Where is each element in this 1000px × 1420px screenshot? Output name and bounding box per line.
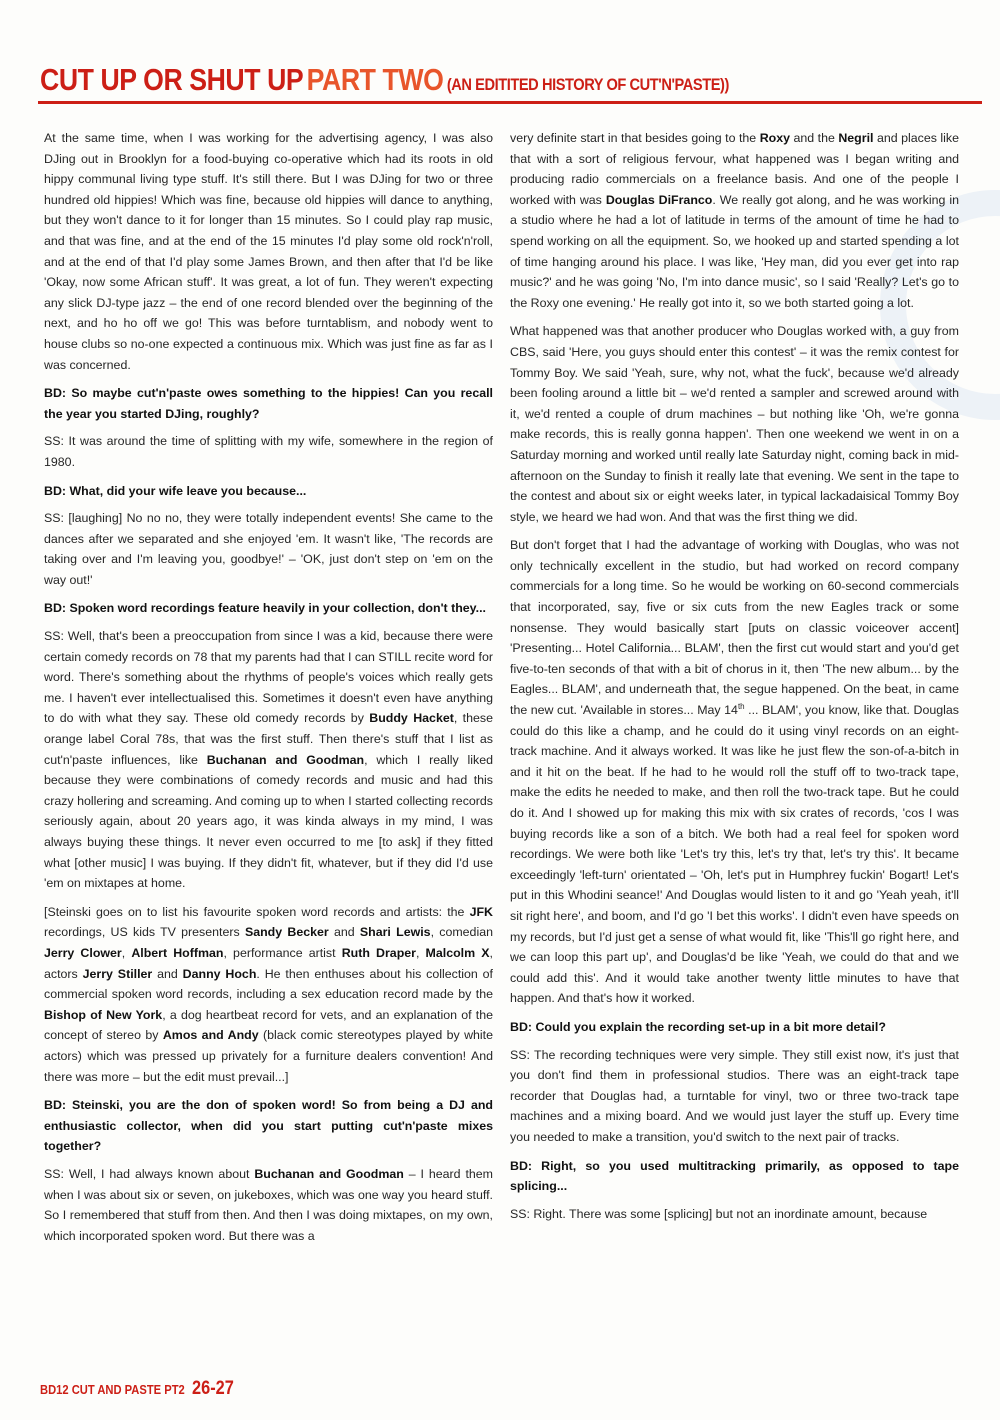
- article-header: [40, 62, 848, 98]
- paragraph: What happened was that another producer who Douglas worked with, a guy from CBS, said 'Here, you guys should enter this contest' – it was the remix contest for Tommy Boy. We said 'Yeah, sure, why not, what the fuck', because we'd already been fooling around a little bit – we'd rented a sampler and screwed around with it, we'd rented a couple of drum machines – but nothing like 'Oh, we're gonna make records, this is really gonna happen'. Then one weekend we went in on a Saturday morning and worked until really late Saturday night, coming back in mid-afternoon on the Sunday to finish it really late that evening. We sent in the tape to the contest and about six or eight weeks later, in typical lackadaisical Tommy Boy style, we heard we had won. And that was the first thing we did.: [510, 324, 959, 524]
- artist-name: Jerry Clower: [44, 945, 122, 960]
- interview-question: BD: So maybe cut'n'paste owes something to the hippies! Can you recall the year you started DJing, roughly?: [44, 386, 493, 421]
- artist-name: JFK: [469, 904, 493, 919]
- artist-name: Bishop of New York: [44, 1007, 163, 1022]
- issue-label: BD12 CUT AND PASTE PT2: [40, 1382, 185, 1397]
- article-title-part: PART TWO: [306, 62, 444, 97]
- artist-name: Buddy Hacket: [369, 711, 454, 726]
- interview-question: BD: Could you explain the recording set-up in a bit more detail?: [510, 1019, 886, 1034]
- interview-question: BD: What, did your wife leave you because...: [44, 483, 307, 498]
- interview-answer: SS: [laughing] No no no, they were totally independent events! She came to the dances after we separated and she enjoyed 'em. It wasn't like, 'The records are taking over and I'm leaving you, goodbye!' – 'OK, just don't step on 'em on the way out!': [44, 511, 493, 587]
- paragraph: But don't forget that I had the advantage of working with Douglas, who was not only technically excellent in the studio, but had worked on record company commercials for a long time. So he would be working on 60-second commercials that incorporated, say, five or six cuts from the new Eagles track or some nonsense. They would basically start [puts on classic voiceover accent] 'Presenting... Hotel California... BLAM', then the first cut would start and you'd get five-to-ten seconds of that with a bit of chorus in it, then 'The new album... by the Eagles... BLAM', and underneath that, the segue happened. On the beat, in came the new cut. 'Available in stores... May 14th ... BLAM', you know, like that. Douglas could do this like a champ, and he could do it using vinyl records on an eight-track machine. And it always worked. It was like he just flew the son-of-a-bitch in and it hit on the beat. If he had to he would roll the stuff off to two-track tape, make the edits he needed to make, and then roll the two-track tape. But he could do it. And I showed up for making this mix with six crates of records, 'cos I was buying records like a son of a bitch. We both had a real feel for spoken word recordings. We were both like 'Let's try this, let's try that, let's try this'. It became exceedingly 'left-turn' orientated – 'Oh, let's put in Humphrey fuckin' Bogart! Let's put in this Whodini seance!' And Douglas would listen to it and go 'Yeah yeah, it'll sit right here', and boom, and I'd go 'I bet this works'. I didn't even have speeds on my records, but I'd just get a sense of what would fit, like 'This'll go right here, and we can loop this part up', and Douglas'd be like 'Yeah, we could do that and we could add this'. And it would take another twenty little minutes to have that happen. And that's how it worked.: [510, 538, 959, 1006]
- interview-answer: SS: The recording techniques were very simple. They still exist now, it's just that you don't find them in professional studios. There was an eight-track tape recorder that Douglas had, a turntable for vinyl, two or three two-track tape machines and a mixing board. And we would just layer the stuff up. Every time you needed to make a transition, you'd switch to the next pair of tracks.: [510, 1047, 959, 1144]
- artist-name: Amos and Andy: [162, 1028, 259, 1043]
- page-footer: [40, 1378, 234, 1400]
- article-title: CUT UP OR SHUT UP: [40, 62, 304, 97]
- page-numbers: 26-27: [192, 1378, 234, 1399]
- artist-name: Albert Hoffman: [131, 945, 224, 960]
- venue-name: Negril: [838, 131, 874, 145]
- interview-question: BD: Right, so you used multitracking primarily, as opposed to tape splicing...: [510, 1158, 959, 1194]
- editorial-note: [Steinski goes on to list his favourite spoken word records and artists: the JFK recordings, US kids TV presenters Sandy Becker and Shari Lewis, comedian Jerry Clower, Albert Hoffman, performance artist Ruth Draper, Malcolm X, actors Jerry Stiller and Danny Hoch. He then enthuses about his collection of commercial spoken word records, including a sex education record made by the Bishop of New York, a dog heartbeat record for vets, and an explanation of the concept of stereo by Amos and Andy (black comic stereotypes played by white actors) which was pressed up privately for a furniture dealers convention! And there was more – but the edit must prevail...]: [44, 904, 494, 1084]
- interview-question: BD: Steinski, you are the don of spoken word! So from being a DJ and enthusiastic collector, when did you start putting cut'n'paste mixes together?: [44, 1098, 493, 1154]
- interview-answer: SS: Right. There was some [splicing] but not an inordinate amount, because: [510, 1206, 928, 1221]
- artist-name: Shari Lewis: [359, 925, 431, 940]
- person-name: Douglas DiFranco: [605, 192, 713, 207]
- artist-name: Jerry Stiller: [82, 966, 153, 981]
- artist-name: Malcolm X: [425, 945, 490, 960]
- artist-name: Danny Hoch: [182, 966, 257, 981]
- interview-question: BD: Spoken word recordings feature heavily in your collection, don't they...: [44, 601, 486, 616]
- paragraph: very definite start in that besides going to the Roxy and the Negril and places like that with a sort of religious fervour, what happened was I began writing and producing radio commercials on a freelance basis. And one of the people I worked with was Douglas DiFranco. We really got along, and he was working in a studio where he had a lot of latitude in terms of the amount of time he had to spend working on all the equipment. So, we hooked up and started spending a lot of time hanging around his place. I was like, 'Hey man, did you ever get into rap music?' and he was going 'No, I'm into dance music', so I said 'Really? Let's go to the Roxy one evening.' He really got into it, so we both started going a lot.: [510, 131, 959, 310]
- article-subtitle: (AN EDITITED HISTORY OF CUT'N'PASTE)): [446, 75, 729, 94]
- header-rule: [38, 101, 982, 104]
- artist-name: Ruth Draper: [341, 945, 416, 960]
- paragraph: At the same time, when I was working for the advertising agency, I was also DJing out in Brooklyn for a food-buying co-operative which had its roots in old hippy communal living type stuff. It's still there. But I was DJing for two or three hundred old hippies! Which was fine, because old hippies will dance to anything, but they won't dance to it for longer than 15 minutes. So I could play rap music, and that was fine, and at the end of the 15 minutes I'd play some old rock'n'roll, and at the end of that I'd play some James Brown, and then after that I'd be like 'Okay, now some African stuff'. It was great, a lot of fun. They weren't expecting any slick DJ-type jazz – the end of one record blended over the beginning of the next, and ho ho off we go! This was before turntablism, and nobody went to house clubs so no-one expected a continuous mix. Which was just fine as far as I was concerned.: [44, 131, 493, 372]
- artist-name: Buchanan and Goodman: [254, 1166, 404, 1181]
- left-column: [44, 128, 493, 1254]
- interview-answer: SS: Well, that's been a preoccupation from since I was a kid, because there were certain comedy records on 78 that my parents had that I can STILL recite word for word. There's something about the rhythms of people's voices which really gets me. I haven't ever intellectualised this. Sometimes it doesn't even have anything to do with what they say. These old comedy records by Buddy Hacket, these orange label Coral 78s, that was the first stuff. Then there's stuff that I list as cut'n'paste influences, like Buchanan and Goodman, which I really liked because they were combinations of comedy records and music and had this crazy hollering and screaming. And coming up to when I started collecting records seriously again, about 20 years ago, it was kinda always in my mind, I was always buying these things. It never even occurred to me [to ask] if they fitted what [other music] I was buying. If they didn't fit, whatever, but if they did I'd use 'em on mixtapes at home.: [44, 629, 493, 891]
- interview-answer: SS: Well, I had always known about Buchanan and Goodman – I heard them when I was about six or seven, on jukeboxes, which was one way you heard stuff. So I remembered that stuff from then. And then I was doing mixtapes, on my own, which incorporated spoken word. But there was a: [44, 1166, 493, 1243]
- artist-name: Buchanan and Goodman: [206, 752, 365, 767]
- right-column: [510, 128, 959, 1232]
- artist-name: Sandy Becker: [244, 925, 329, 940]
- venue-name: Roxy: [759, 131, 790, 145]
- interview-answer: SS: It was around the time of splitting with my wife, somewhere in the region of 1980.: [44, 434, 493, 469]
